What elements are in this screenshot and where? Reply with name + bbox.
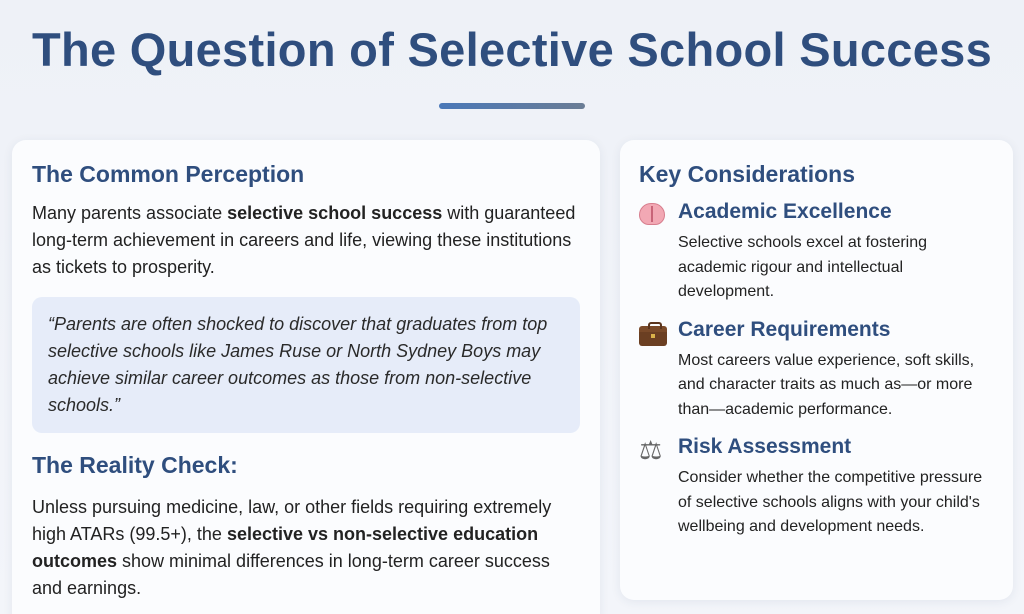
considerations-heading: Key Considerations: [639, 161, 855, 187]
briefcase-icon: [639, 317, 678, 423]
consideration-item-academic: [639, 199, 995, 305]
perception-intro: [32, 200, 580, 281]
consideration-item-risk: [639, 434, 995, 540]
considerations-card: [620, 140, 1013, 600]
reality-text: [32, 494, 580, 602]
brain-icon: [639, 199, 678, 305]
reality-heading: The Reality Check:: [32, 452, 238, 478]
consideration-title: Risk Assessment: [678, 435, 852, 458]
perception-quote: “Parents are often shocked to discover that graduates from top selective schools like James Ruse or North Sydney Boys may achieve similar career outcomes as those from non-selective schools.”: [32, 297, 580, 433]
perception-card: [12, 140, 600, 614]
perception-intro-start: Many parents associate: [32, 203, 228, 223]
consideration-title: Academic Excellence: [678, 200, 892, 223]
reality-text-end: show minimal differences in long-term career success and earnings.: [32, 551, 550, 598]
scales-icon: ⚖: [639, 436, 663, 466]
consideration-text: Most careers value experience, soft skills, and character traits as much as—or more than—academic performance.: [678, 351, 975, 418]
page-title: The Question of Selective School Success: [31, 23, 993, 76]
reality-text-start: Unless pursuing medicine, law, or other fields requiring extremely high ATARs (99.5+), the: [32, 497, 552, 544]
consideration-title: Career Requirements: [678, 317, 891, 341]
consideration-item-career: [639, 317, 995, 423]
title-underline: [439, 103, 585, 109]
perception-heading: The Common Perception: [32, 161, 305, 187]
consideration-text: Consider whether the competitive pressure of selective schools aligns with your child's wellbeing and development needs.: [678, 469, 983, 535]
consideration-text: Selective schools excel at fostering academic rigour and intellectual development.: [678, 234, 928, 300]
perception-intro-end: with guaranteed long-term achievement in careers and life, viewing these institutions as tickets to prosperity.: [32, 203, 576, 277]
reality-text-bold: selective vs non-selective education outcomes: [32, 524, 539, 571]
perception-intro-bold: selective school success: [227, 203, 443, 223]
